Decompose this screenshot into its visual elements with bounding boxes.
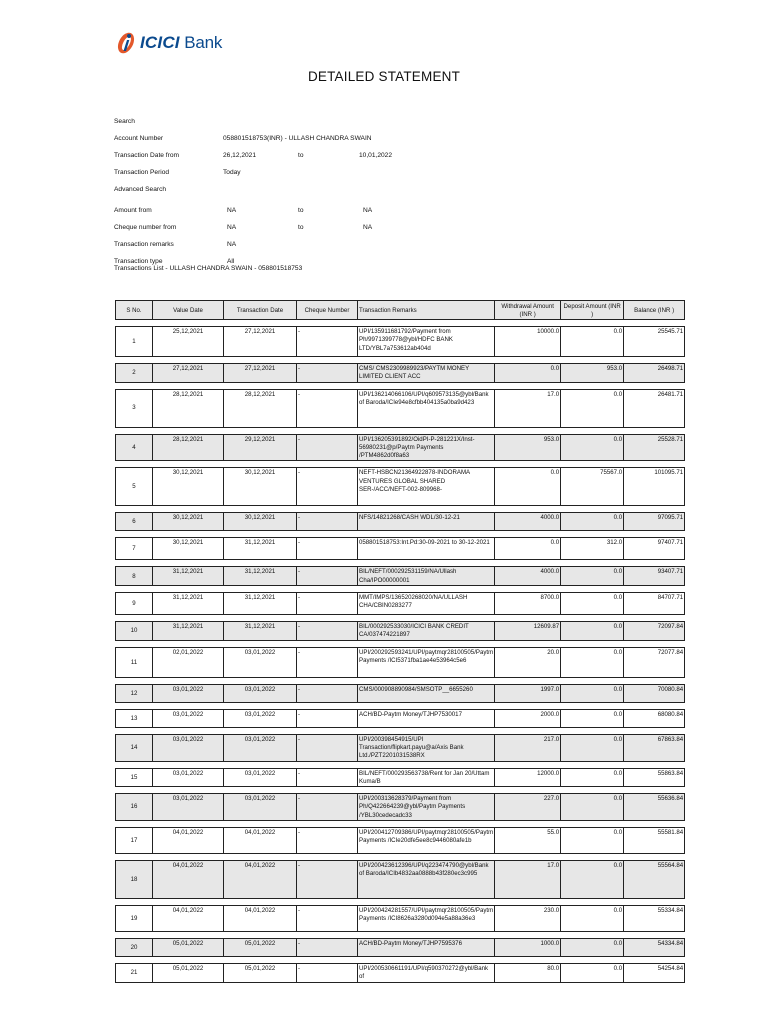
advanced-search-label: Advanced Search (114, 186, 167, 193)
value-date-cell: 04,01,2022 (153, 828, 224, 854)
remarks-cell: NEFT-HSBCN21364922878-INDORAMA VENTURES GLOBAL SHARED SER-/ACC/NEFT-002-809968- (358, 468, 495, 506)
withdrawal-cell: 230.0 (495, 906, 561, 932)
table-row (116, 434, 685, 461)
account-number-label: Account Number (114, 135, 164, 142)
row-spacer (116, 382, 685, 389)
cheque-number-cell: - (297, 434, 358, 461)
value-date-cell: 25,12,2021 (153, 327, 224, 357)
icici-logo-icon (114, 30, 138, 56)
table-row (116, 794, 685, 821)
transaction-date-cell: 30,12,2021 (224, 468, 297, 506)
row-spacer (116, 506, 685, 513)
sno-cell: 12 (116, 684, 153, 702)
deposit-cell: 0.0 (561, 389, 624, 427)
value-date-cell: 31,12,2021 (153, 622, 224, 641)
value-date-cell: 28,12,2021 (153, 389, 224, 427)
search-label: Search (114, 118, 135, 125)
deposit-cell: 0.0 (561, 647, 624, 677)
deposit-cell: 0.0 (561, 709, 624, 727)
col-header-remarks: Transaction Remarks (358, 301, 495, 320)
transaction-date-cell: 03,01,2022 (224, 684, 297, 702)
sno-cell: 1 (116, 327, 153, 357)
value-date-cell: 03,01,2022 (153, 684, 224, 702)
cheque-number-cell: - (297, 593, 358, 615)
balance-cell: 26498.71 (624, 364, 685, 383)
remarks-cell: 058801518753:Int.Pd:30-09-2021 to 30-12-2021 (358, 538, 495, 560)
transaction-date-cell: 31,12,2021 (224, 538, 297, 560)
balance-cell: 93407.71 (624, 567, 685, 586)
remarks-cell: UPI/200292593241/UPI/paytmqr28100505/Paytm Payments /ICI5371fba1ae4e53964c5e6 (358, 647, 495, 677)
sno-cell: 14 (116, 734, 153, 761)
row-spacer (116, 702, 685, 709)
sno-cell: 21 (116, 964, 153, 983)
deposit-cell: 0.0 (561, 794, 624, 821)
transaction-date-cell: 05,01,2022 (224, 939, 297, 957)
remarks-cell: CMS/ CMS2309989923/PAYTM MONEY LIMITED CLIENT ACC (358, 364, 495, 383)
sno-cell: 4 (116, 434, 153, 461)
balance-cell: 84707.71 (624, 593, 685, 615)
remarks-cell: UPI/136214066106/UPI/q609573135@ybl/Bank of Baroda/ICIe94e8cfbb404135a0ba9d423 (358, 389, 495, 427)
cheque-number-cell: - (297, 964, 358, 983)
deposit-cell: 312.0 (561, 538, 624, 560)
deposit-cell: 0.0 (561, 513, 624, 531)
table-row (116, 861, 685, 899)
cheque-number-cell: - (297, 861, 358, 899)
date-to-value: 10,01,2022 (359, 152, 393, 159)
transaction-date-cell: 27,12,2021 (224, 364, 297, 383)
remarks-cell: UPI/136205391892/OidPI-P-281221X/Inst-56980231@p/Paytm Payments /PTM4862d0f8a63 (358, 434, 495, 461)
balance-cell: 55636.84 (624, 794, 685, 821)
deposit-cell: 0.0 (561, 964, 624, 983)
cheque-number-cell: - (297, 939, 358, 957)
deposit-cell: 0.0 (561, 593, 624, 615)
remarks-cell: UPI/200412709386/UPI/paytmqr28100505/Paytm Payments /ICIe20dfe5ee8c9446080afe1b (358, 828, 495, 854)
cheque-number-cell: - (297, 567, 358, 586)
withdrawal-cell: 10000.0 (495, 327, 561, 357)
remarks-cell: UPI/200530661191/UPI/q590370272@ybl/Bank of (358, 964, 495, 983)
withdrawal-cell: 55.0 (495, 828, 561, 854)
account-number-value: 058801518753(INR) - ULLASH CHANDRA SWAIN (223, 135, 372, 142)
transaction-date-cell: 30,12,2021 (224, 513, 297, 531)
bank-name: ICICI Bank (140, 33, 223, 52)
row-spacer (116, 357, 685, 364)
period-value: Today (223, 169, 241, 176)
value-date-cell: 03,01,2022 (153, 794, 224, 821)
cheque-number-cell: - (297, 684, 358, 702)
amount-from-label: Amount from (114, 207, 152, 214)
cheque-number-cell: - (297, 513, 358, 531)
deposit-cell: 0.0 (561, 327, 624, 357)
transaction-date-cell: 04,01,2022 (224, 906, 297, 932)
remarks-cell: UPI/200423612396/UPI/q223474790@ybl/Bank of Baroda/ICIb4832aa0888b43f280ec3c995 (358, 861, 495, 899)
value-date-cell: 27,12,2021 (153, 364, 224, 383)
remarks-cell: UPI/200313628379/Payment from Ph/Q422664239@ybl/Paytm Payments /YBL30cedecadc33 (358, 794, 495, 821)
balance-cell: 54334.84 (624, 939, 685, 957)
transaction-date-cell: 29,12,2021 (224, 434, 297, 461)
table-row (116, 593, 685, 615)
cheque-number-cell: - (297, 364, 358, 383)
row-spacer (116, 427, 685, 434)
withdrawal-cell: 8700.0 (495, 593, 561, 615)
remarks-cell: CMS/000908890984/SMSOTP__6655260 (358, 684, 495, 702)
balance-cell: 70080.84 (624, 684, 685, 702)
balance-cell: 67863.84 (624, 734, 685, 761)
value-date-cell: 03,01,2022 (153, 734, 224, 761)
balance-cell: 25528.71 (624, 434, 685, 461)
balance-cell: 101095.71 (624, 468, 685, 506)
col-header-transaction-date: Transaction Date (224, 301, 297, 320)
col-header-deposit: Deposit Amount (INR ) (561, 301, 624, 320)
remarks-cell: UPI/135911681792/Payment from Ph/9971399778@ybl/HDFC BANK LTD/YBL7a753612ab404d (358, 327, 495, 357)
balance-cell: 54254.84 (624, 964, 685, 983)
remarks-cell: UPI/200398454915/UPI Transaction/flipkart.payu@a/Axis Bank Ltd./PZT2201031538RX (358, 734, 495, 761)
cheque-to-value: NA (363, 224, 373, 231)
value-date-cell: 04,01,2022 (153, 861, 224, 899)
deposit-cell: 0.0 (561, 434, 624, 461)
sno-cell: 5 (116, 468, 153, 506)
transactions-list-title: Transactions List - ULLASH CHANDRA SWAIN - 058801518753 (114, 265, 303, 272)
to-label: to (298, 152, 304, 159)
row-spacer (116, 761, 685, 768)
sno-cell: 13 (116, 709, 153, 727)
row-spacer (116, 615, 685, 622)
amount-to-value: NA (363, 207, 373, 214)
row-spacer (116, 821, 685, 828)
remarks-value: NA (227, 241, 237, 248)
table-row (116, 734, 685, 761)
page-title: DETAILED STATEMENT (307, 69, 461, 84)
cheque-number-cell: - (297, 622, 358, 641)
row-spacer (116, 461, 685, 468)
withdrawal-cell: 12000.0 (495, 768, 561, 787)
withdrawal-cell: 4000.0 (495, 513, 561, 531)
deposit-cell: 0.0 (561, 939, 624, 957)
remarks-cell: ACH/BD-Paytm Money/TJHP7595376 (358, 939, 495, 957)
remarks-cell: BIL/NEFT/000292531159/NA/Ullash Cha/IPO00000001 (358, 567, 495, 586)
transaction-date-cell: 03,01,2022 (224, 794, 297, 821)
sno-cell: 9 (116, 593, 153, 615)
withdrawal-cell: 80.0 (495, 964, 561, 983)
balance-cell: 97407.71 (624, 538, 685, 560)
transaction-date-cell: 31,12,2021 (224, 567, 297, 586)
sno-cell: 3 (116, 389, 153, 427)
withdrawal-cell: 4000.0 (495, 567, 561, 586)
to-label: to (298, 207, 304, 214)
type-label: Transaction type (114, 258, 163, 265)
deposit-cell: 0.0 (561, 734, 624, 761)
value-date-cell: 04,01,2022 (153, 906, 224, 932)
deposit-cell: 0.0 (561, 684, 624, 702)
table-row (116, 389, 685, 427)
row-spacer (116, 677, 685, 684)
row-spacer (116, 320, 685, 327)
value-date-cell: 28,12,2021 (153, 434, 224, 461)
cheque-from-value: NA (227, 224, 237, 231)
transaction-date-cell: 04,01,2022 (224, 861, 297, 899)
table-row (116, 647, 685, 677)
deposit-cell: 953.0 (561, 364, 624, 383)
sno-cell: 10 (116, 622, 153, 641)
col-header-sno: S No. (116, 301, 153, 320)
transaction-date-cell: 03,01,2022 (224, 768, 297, 787)
sno-cell: 19 (116, 906, 153, 932)
value-date-cell: 30,12,2021 (153, 513, 224, 531)
sno-cell: 2 (116, 364, 153, 383)
table-row (116, 327, 685, 357)
balance-cell: 68080.84 (624, 709, 685, 727)
value-date-cell: 05,01,2022 (153, 939, 224, 957)
row-spacer (116, 531, 685, 538)
row-spacer (116, 854, 685, 861)
balance-cell: 97095.71 (624, 513, 685, 531)
table-row (116, 709, 685, 727)
transaction-date-cell: 05,01,2022 (224, 964, 297, 983)
withdrawal-cell: 217.0 (495, 734, 561, 761)
withdrawal-cell: 0.0 (495, 468, 561, 506)
table-header-row (116, 301, 685, 320)
sno-cell: 8 (116, 567, 153, 586)
transaction-date-cell: 04,01,2022 (224, 828, 297, 854)
amount-from-value: NA (227, 207, 237, 214)
table-row (116, 364, 685, 383)
table-row (116, 513, 685, 531)
deposit-cell: 0.0 (561, 622, 624, 641)
balance-cell: 26481.71 (624, 389, 685, 427)
sno-cell: 15 (116, 768, 153, 787)
remarks-cell: BIL/000292533030/ICICI BANK CREDIT CA/037474221897 (358, 622, 495, 641)
row-spacer (116, 932, 685, 939)
type-value: All (227, 258, 235, 265)
col-header-value-date: Value Date (153, 301, 224, 320)
table-row (116, 939, 685, 957)
withdrawal-cell: 12609.87 (495, 622, 561, 641)
remarks-cell: MMT/IMPS/136520268020/NA/ULLASH CHA/CBIN0283277 (358, 593, 495, 615)
table-row (116, 684, 685, 702)
col-header-withdrawal: Withdrawal Amount (INR ) (495, 301, 561, 320)
cheque-number-cell: - (297, 734, 358, 761)
table-row (116, 828, 685, 854)
transaction-date-cell: 03,01,2022 (224, 647, 297, 677)
balance-cell: 55863.84 (624, 768, 685, 787)
remarks-cell: ACH/BD-Paytm Money/TJHP7530017 (358, 709, 495, 727)
row-spacer (116, 899, 685, 906)
sno-cell: 16 (116, 794, 153, 821)
deposit-cell: 0.0 (561, 828, 624, 854)
cheque-number-cell: - (297, 389, 358, 427)
value-date-cell: 31,12,2021 (153, 567, 224, 586)
transaction-date-cell: 03,01,2022 (224, 734, 297, 761)
search-criteria (114, 113, 654, 270)
row-spacer (116, 640, 685, 647)
table-row (116, 468, 685, 506)
table-row (116, 906, 685, 932)
balance-cell: 72077.84 (624, 647, 685, 677)
table-row (116, 567, 685, 586)
withdrawal-cell: 0.0 (495, 364, 561, 383)
row-spacer (116, 560, 685, 567)
col-header-cheque-number: Cheque Number (297, 301, 358, 320)
cheque-from-label: Cheque number from (114, 224, 177, 231)
cheque-number-cell: - (297, 709, 358, 727)
withdrawal-cell: 1000.0 (495, 939, 561, 957)
withdrawal-cell: 953.0 (495, 434, 561, 461)
col-header-balance: Balance (INR ) (624, 301, 685, 320)
deposit-cell: 0.0 (561, 861, 624, 899)
remarks-cell: UPI/200424281557/UPI/paytmqr28100505/Paytm Payments /ICI8626a3280d094e5a88a36e3 (358, 906, 495, 932)
withdrawal-cell: 227.0 (495, 794, 561, 821)
value-date-cell: 30,12,2021 (153, 538, 224, 560)
cheque-number-cell: - (297, 768, 358, 787)
table-row (116, 538, 685, 560)
remarks-cell: BIL/NEFT/000293563738/Rent for Jan 20/Uttam Kuma/B (358, 768, 495, 787)
transaction-date-cell: 31,12,2021 (224, 593, 297, 615)
value-date-cell: 05,01,2022 (153, 964, 224, 983)
withdrawal-cell: 17.0 (495, 861, 561, 899)
cheque-number-cell: - (297, 538, 358, 560)
table-row (116, 964, 685, 983)
table-row (116, 768, 685, 787)
balance-cell: 55564.84 (624, 861, 685, 899)
cheque-number-cell: - (297, 828, 358, 854)
cheque-number-cell: - (297, 906, 358, 932)
date-from-label: Transaction Date from (114, 152, 179, 159)
sno-cell: 7 (116, 538, 153, 560)
deposit-cell: 0.0 (561, 906, 624, 932)
deposit-cell: 0.0 (561, 567, 624, 586)
balance-cell: 72097.84 (624, 622, 685, 641)
transaction-date-cell: 03,01,2022 (224, 709, 297, 727)
balance-cell: 55334.84 (624, 906, 685, 932)
sno-cell: 20 (116, 939, 153, 957)
sno-cell: 18 (116, 861, 153, 899)
withdrawal-cell: 0.0 (495, 538, 561, 560)
value-date-cell: 03,01,2022 (153, 709, 224, 727)
deposit-cell: 75567.0 (561, 468, 624, 506)
withdrawal-cell: 20.0 (495, 647, 561, 677)
withdrawal-cell: 17.0 (495, 389, 561, 427)
value-date-cell: 03,01,2022 (153, 768, 224, 787)
remarks-cell: NFS/14821268/CASH WDL/30-12-21 (358, 513, 495, 531)
remarks-label: Transaction remarks (114, 241, 174, 248)
date-from-value: 26,12,2021 (223, 152, 257, 159)
row-spacer (116, 727, 685, 734)
withdrawal-cell: 2000.0 (495, 709, 561, 727)
row-spacer (116, 957, 685, 964)
withdrawal-cell: 1997.0 (495, 684, 561, 702)
balance-cell: 55581.84 (624, 828, 685, 854)
value-date-cell: 31,12,2021 (153, 593, 224, 615)
transaction-date-cell: 31,12,2021 (224, 622, 297, 641)
sno-cell: 6 (116, 513, 153, 531)
period-label: Transaction Period (114, 169, 170, 176)
transactions-table (115, 300, 685, 983)
balance-cell: 25545.71 (624, 327, 685, 357)
deposit-cell: 0.0 (561, 768, 624, 787)
row-spacer (116, 787, 685, 794)
transaction-date-cell: 27,12,2021 (224, 327, 297, 357)
cheque-number-cell: - (297, 327, 358, 357)
row-spacer (116, 586, 685, 593)
table-row (116, 622, 685, 641)
to-label: to (298, 224, 304, 231)
value-date-cell: 02,01,2022 (153, 647, 224, 677)
cheque-number-cell: - (297, 794, 358, 821)
sno-cell: 11 (116, 647, 153, 677)
cheque-number-cell: - (297, 468, 358, 506)
value-date-cell: 30,12,2021 (153, 468, 224, 506)
bank-logo (114, 29, 222, 57)
transaction-date-cell: 28,12,2021 (224, 389, 297, 427)
cheque-number-cell: - (297, 647, 358, 677)
sno-cell: 17 (116, 828, 153, 854)
